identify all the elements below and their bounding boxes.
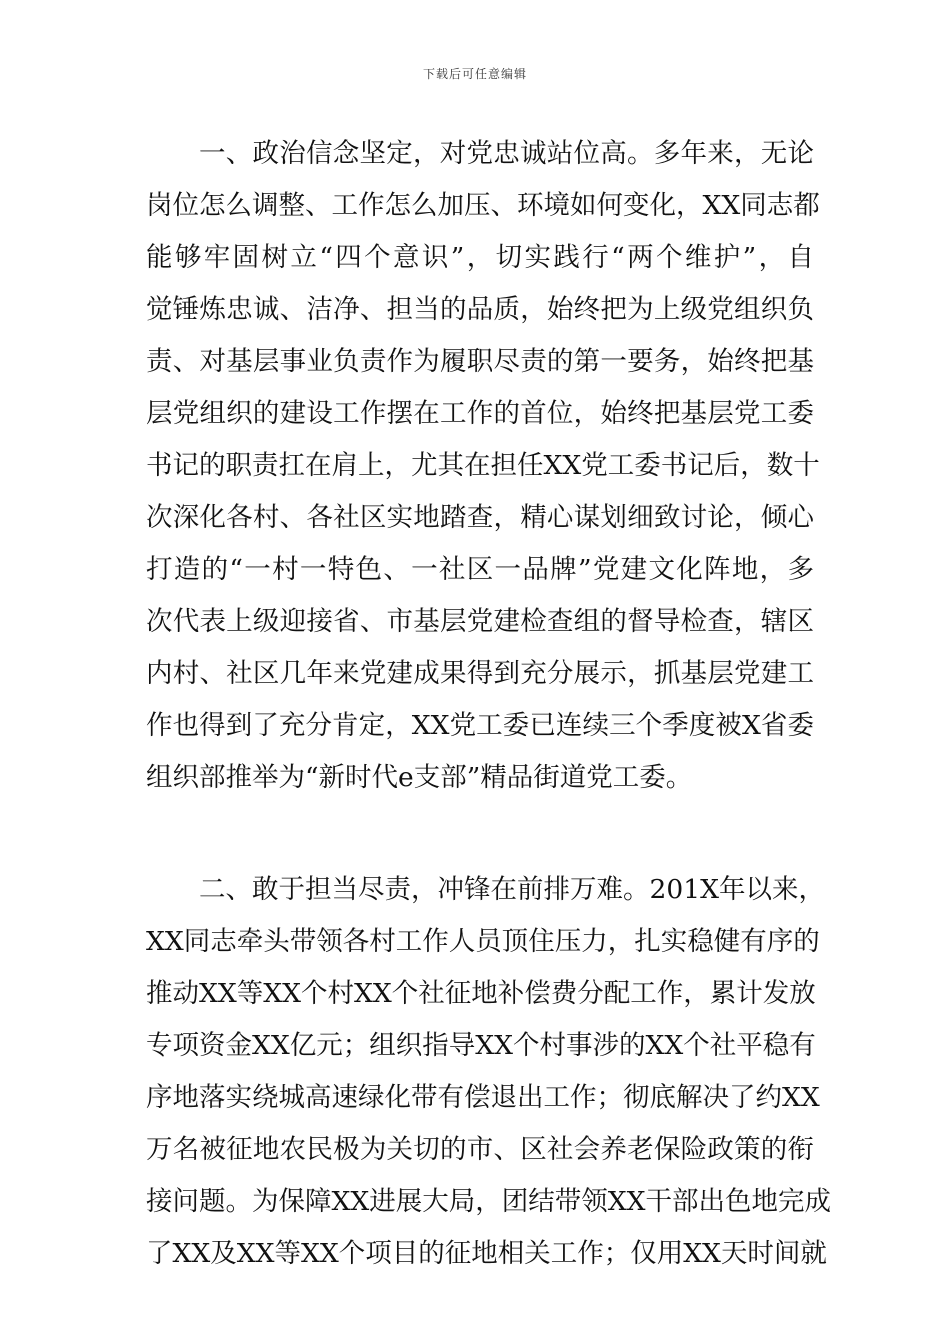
text-line: 二、敢于担当尽责，冲锋在前排万难。201X年以来， <box>199 874 825 905</box>
page-header: 下载后可任意编辑 <box>422 67 527 81</box>
document-body <box>146 128 831 1280</box>
text-line: 打造的“一村一特色、一社区一品牌”党建文化阵地，多 <box>146 554 814 585</box>
text-line: 专项资金XX亿元；组织指导XX个村事涉的XX个社平稳有 <box>146 1030 816 1061</box>
text-line: 推动XX等XX个村XX个社征地补偿费分配工作，累计发放 <box>146 978 816 1009</box>
text-line: 内村、社区几年来党建成果得到充分展示，抓基层党建工 <box>146 658 814 689</box>
text-line: 作也得到了充分肯定，XX党工委已连续三个季度被X省委 <box>146 710 814 741</box>
text-line: 次深化各村、各社区实地踏查，精心谋划细致讨论，倾心 <box>146 502 814 533</box>
text-line: 次代表上级迎接省、市基层党建检查组的督导检查，辖区 <box>146 606 814 637</box>
text-line: 接问题。为保障XX进展大局，团结带领XX干部出色地完成 <box>146 1186 831 1217</box>
text-line: 能够牢固树立“四个意识”，切实践行“两个维护”，自 <box>146 242 814 273</box>
text-line: XX同志牵头带领各村工作人员顶住压力，扎实稳健有序的 <box>146 926 820 957</box>
text-line: 责、对基层事业负责作为履职尽责的第一要务，始终把基 <box>146 346 814 377</box>
text-line: 书记的职责扛在肩上，尤其在担任XX党工委书记后，数十 <box>146 450 820 481</box>
text-line: 组织部推举为“新时代e支部”精品街道党工委。 <box>146 762 693 793</box>
paragraph-gap <box>146 804 814 864</box>
text-line: 层党组织的建设工作摆在工作的首位，始终把基层党工委 <box>146 398 814 429</box>
text-line: 觉锤炼忠诚、洁净、担当的品质，始终把为上级党组织负 <box>146 294 814 325</box>
text-line: 岗位怎么调整、工作怎么加压、环境如何变化，XX同志都 <box>146 190 820 221</box>
text-line: 序地落实绕城高速绿化带有偿退出工作；彻底解决了约XX <box>146 1082 820 1113</box>
text-line: 了XX及XX等XX个项目的征地相关工作；仅用XX天时间就 <box>146 1238 827 1269</box>
text-line: 一、政治信念坚定，对党忠诚站位高。多年来，无论 <box>199 138 814 169</box>
paragraph-2 <box>146 864 831 1280</box>
text-line: 万名被征地农民极为关切的市、区社会养老保险政策的衔 <box>146 1134 814 1165</box>
paragraph-1 <box>146 128 820 804</box>
